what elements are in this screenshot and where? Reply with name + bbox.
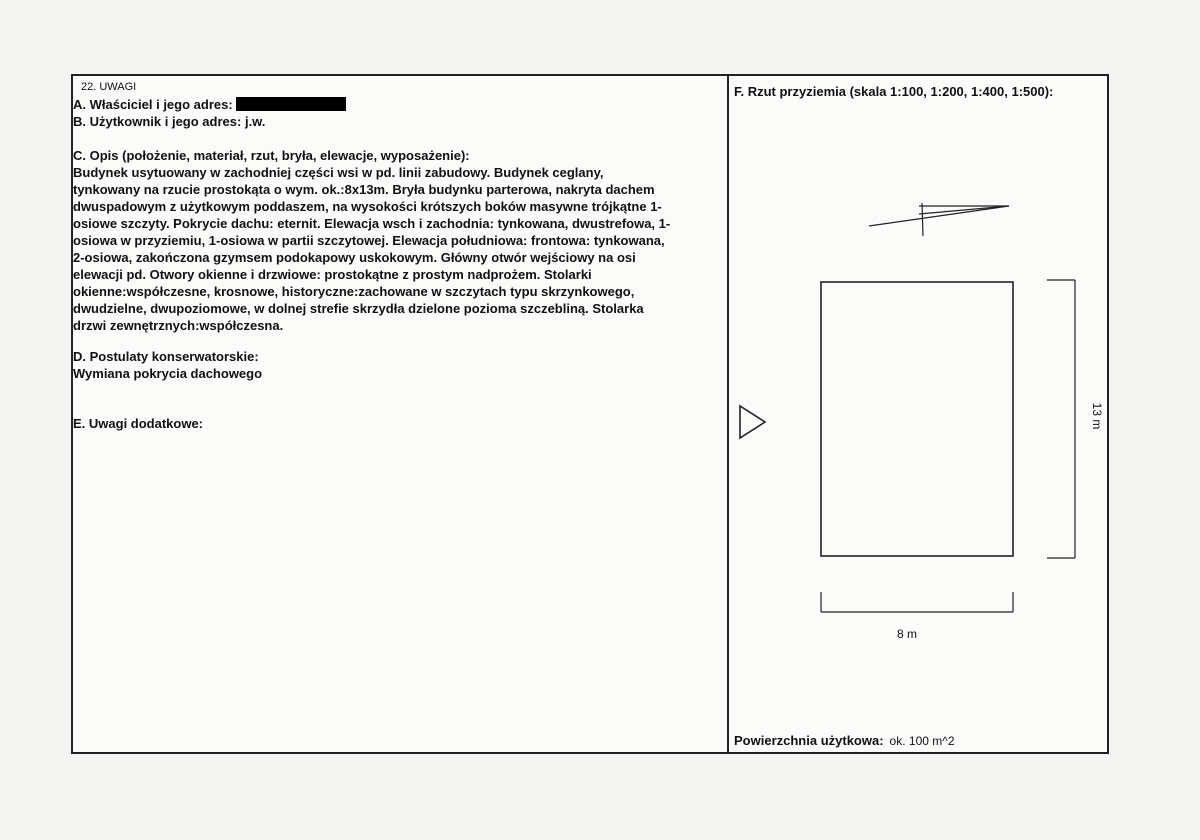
north-arrow-icon — [869, 203, 1009, 236]
description-line: drzwi zewnętrznych:współczesna. — [73, 318, 284, 333]
description-line: tynkowany na rzucie prostokąta o wym. ok.:8x13m. Bryła budynku parterowa, nakryta dachem — [73, 182, 655, 197]
description-line: okienne:współczesne, krosnowe, historyczne:zachowane w szczytach typu skrzynkowego, — [73, 284, 635, 299]
description-text — [73, 164, 725, 334]
description-line: dwuspadowym z użytkowym poddaszem, na wysokości krótszych boków masywne trójkątne 1- — [73, 199, 662, 214]
document-sheet — [71, 74, 1109, 754]
width-dimension-line — [821, 592, 1013, 612]
entrance-triangle-icon — [740, 406, 765, 438]
description-line: 2-osiowa, zakończona gzymsem podokapowy uskokowym. Główny otwór wejściowy na osi — [73, 250, 636, 265]
usable-area-value: ok. 100 m^2 — [889, 734, 955, 748]
description-line: dwudzielne, dwupoziomowe, w dolnej strefie skrzydła dzielone pozioma szczebliną. Stolarka — [73, 301, 644, 316]
ground-plan-panel — [729, 76, 1107, 752]
description-line: elewacji pd. Otwory okienne i drzwiowe: prostokątne z prostym nadprożem. Stolarki — [73, 267, 592, 282]
ground-plan-title: F. Rzut przyziemia (skala 1:100, 1:200, 1:400, 1:500): — [734, 84, 1054, 99]
length-dimension-line — [1047, 280, 1075, 558]
description-heading: C. Opis (położenie, materiał, rzut, bryła, elewacje, wyposażenie): — [73, 148, 470, 163]
usable-area-label: Powierzchnia użytkowa: — [734, 733, 884, 748]
conservation-heading: D. Postulaty konserwatorskie: — [73, 349, 259, 364]
width-dimension-label: 8 m — [896, 627, 918, 641]
conservation-value: Wymiana pokrycia dachowego — [73, 366, 263, 381]
ground-plan-drawing — [729, 76, 1109, 752]
description-line: osiowa w przyziemiu, 1-osiowa w partii szczytowej. Elewacja południowa: frontowa: tynkowana, — [73, 233, 665, 248]
length-dimension-label: 13 m — [1090, 402, 1104, 430]
owner-label: A. Właściciel i jego adres: — [73, 97, 233, 112]
description-line: osiowe szczyty. Pokrycie dachu: eternit. Elewacja wsch i zachodnia: tynkowana, dwustrefowa, 1- — [73, 216, 671, 231]
user-value: j.w. — [244, 114, 266, 129]
additional-remarks-heading: E. Uwagi dodatkowe: — [73, 416, 204, 431]
description-line: Budynek usytuowany w zachodniej części wsi w pd. linii zabudowy. Budynek ceglany, — [73, 165, 604, 180]
owner-row — [73, 96, 346, 113]
usable-area-row — [734, 733, 955, 748]
user-label: B. Użytkownik i jego adres: — [73, 114, 242, 129]
redacted-owner-address — [236, 97, 346, 111]
section-label: 22. UWAGI — [81, 81, 137, 93]
user-row — [73, 113, 265, 130]
remarks-panel — [73, 76, 727, 752]
building-outline — [821, 282, 1013, 556]
